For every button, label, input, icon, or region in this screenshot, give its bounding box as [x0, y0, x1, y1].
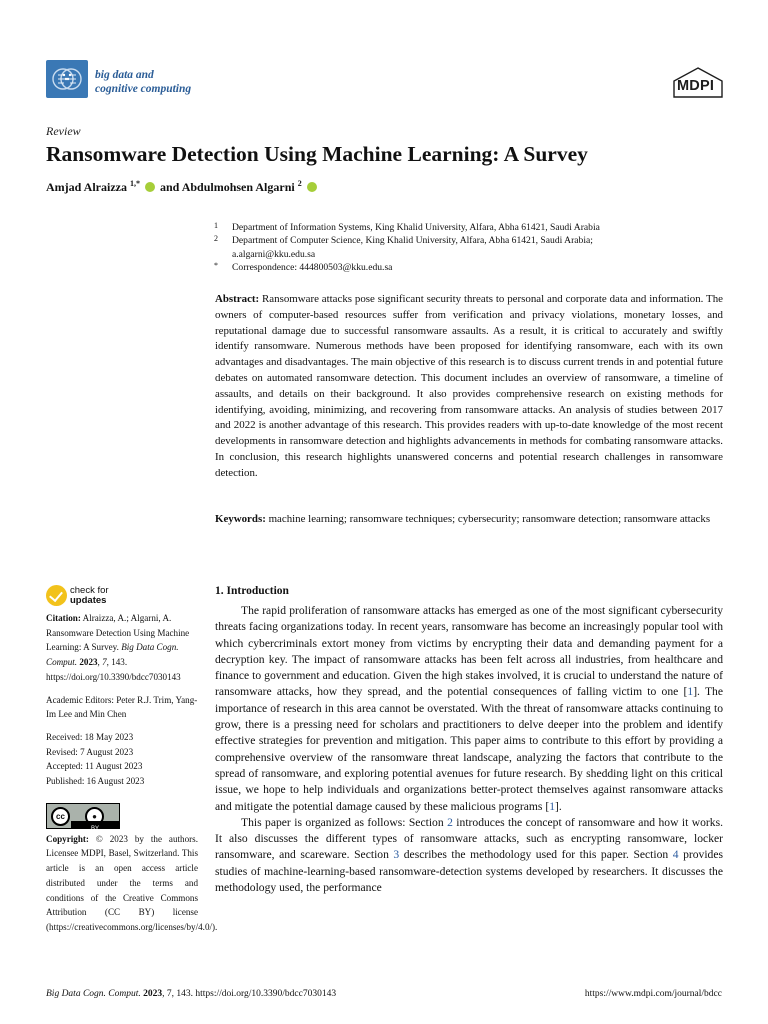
paragraph-text: introduces the concept of ransomware and how it works. It also discusses the different types of ransomware attacks, such as encrypting ransomware, locker ransomware, and scareware. Section	[215, 815, 723, 862]
paragraph-text: This paper is organized as follows: Section	[241, 815, 448, 829]
citation-text: Alraizza, A.; Algarni, A. Ransomware Detection Using Machine Learning: A Survey.	[46, 613, 190, 653]
footer-journal: Big Data Cogn. Comput.	[46, 989, 141, 999]
copyright-text: © 2023 by the authors. Licensee MDPI, Basel, Switzerland. This article is an open access article distributed under the terms and conditions of the Creative Commons Attribution (CC BY) license (https://creativecommons.org/licenses/by/4.0/).	[46, 833, 218, 932]
cc-by-license-badge[interactable]	[46, 803, 120, 829]
paragraph-text: describes the methodology used for this paper. Section	[399, 848, 673, 862]
section-link[interactable]: 2	[447, 815, 453, 829]
paragraph-text: The rapid proliferation of ransomware attacks has emerged as one of the most significant cybersecurity threats facing organizations today. In recent years, ransomware has become an increasingly popular tool with which cybercriminals extort money from victims by encrypting their data and demanding payment for a decryption key. The impact of ransomware attacks has been felt across all industries, from healthcare and finance to government and education. Given the high stakes involved, it is crucial to understand the nature of ransomware attacks, how they spread, and the potential consequences of falling victim to one [	[215, 604, 723, 699]
date-received: Received: 18 May 2023	[46, 731, 134, 742]
section-link[interactable]: 3	[393, 848, 400, 862]
page-header	[46, 60, 726, 100]
author-affiliation-mark: 2	[297, 179, 302, 188]
page-title: Ransomware Detection Using Machine Learning: A Survey	[46, 142, 588, 166]
date-published: Published: 16 August 2023	[46, 776, 145, 787]
paragraph-text: ].	[554, 799, 562, 813]
checkmark-icon	[46, 585, 67, 606]
reference-link[interactable]: 1	[549, 799, 555, 813]
affiliation-text: Department of Information Systems, King Khalid University, Alfara, Abha 61421, Saudi Arabia	[232, 222, 600, 233]
date-revised: Revised: 7 August 2023	[46, 746, 134, 757]
affiliation-text: Department of Computer Science, King Khalid University, Alfara, Abha 61421, Saudi Arabia;	[232, 235, 593, 247]
journal-name-line1: big data and	[95, 69, 154, 81]
introduction-body	[215, 603, 723, 896]
affiliation-row	[214, 221, 724, 234]
author-name[interactable]: Abdulmohsen Algarni	[181, 180, 295, 194]
orcid-icon[interactable]	[307, 182, 317, 192]
brain-circuit-icon	[46, 60, 88, 98]
abstract	[215, 292, 723, 482]
author-join: and	[159, 180, 180, 194]
affiliation-mark: 2	[214, 234, 218, 244]
affiliation-row	[214, 261, 724, 274]
citation-doi-link[interactable]: https://doi.org/10.3390/bdcc7030143	[46, 671, 181, 682]
footer-doi[interactable]: , 7, 143. https://doi.org/10.3390/bdcc7030143	[162, 989, 337, 999]
journal-name	[95, 68, 191, 96]
affiliation-row	[214, 234, 724, 247]
correspondence-text[interactable]: Correspondence: 444800503@kku.edu.sa	[232, 261, 393, 273]
citation-journal: Big Data Cogn. Comput.	[46, 642, 179, 668]
copyright-label: Copyright:	[46, 833, 89, 844]
footer-citation	[46, 989, 336, 999]
journal-name-line2: cognitive computing	[95, 83, 192, 95]
abstract-label: Abstract:	[215, 293, 260, 305]
footer-journal-url[interactable]: https://www.mdpi.com/journal/bdcc	[584, 989, 722, 999]
citation-volume: 7	[102, 657, 107, 668]
sidebar	[46, 585, 218, 935]
paragraph	[215, 603, 723, 815]
check-updates-text	[70, 586, 109, 606]
person-icon: ●	[85, 807, 104, 826]
abstract-text: Ransomware attacks pose significant security threats to personal and corporate data and information. The owners of computer-based resources suffer from verification and privacy violations, monetary losses, and reputational damage due to successful ransomware assaults. As a result, it is critical to accurately and swiftly identify ransomware. Numerous methods have been proposed for identifying ransomware, each with its own advantages and disadvantages. The main objective of this research is to discuss current trends in and potential future debates on automated ransomware detection. This document includes an overview of ransomware, a timeline of assaults, and details on their background. It also provides comprehensive research on existing methods for identifying, avoiding, minimizing, and recovering from ransomware attacks. An analysis of studies between 2017 and 2022 is another advantage of this research. This provides readers with up-to-date knowledge of the most recent developments in ransomware detection and highlights advancements in methods for combating ransomware attacks. In conclusion, this research highlights unanswered concerns and potential research challenges in ransomware detection.	[215, 293, 723, 479]
orcid-icon[interactable]	[145, 182, 155, 192]
reference-link[interactable]: 1	[687, 685, 694, 699]
date-accepted: Accepted: 11 August 2023	[46, 761, 143, 772]
keywords-label: Keywords:	[215, 513, 266, 525]
affiliations	[214, 221, 724, 274]
paragraph-text: provides studies of machine-learning-based ransomware-detection systems developed by researchers. It discusses the methodology used, the performance	[215, 848, 724, 895]
by-label-text: BY	[90, 825, 100, 831]
footer-year: 2023	[143, 989, 163, 999]
author-list	[46, 179, 319, 195]
article-type: Review	[46, 124, 81, 138]
citation: Citation: Alraizza, A.; Algarni, A. Ransomware Detection Using Machine Learning: A Survey. Big Data Cogn. Comput. 2023, 7, 143. https://doi.org/10.3390/bdcc7030143	[46, 613, 190, 682]
check-updates-line1: check for	[70, 585, 109, 596]
affiliation-mark: *	[214, 260, 218, 270]
affiliation-row	[214, 248, 724, 261]
by-label	[71, 821, 119, 831]
paragraph	[215, 815, 723, 896]
author-affiliation-mark: 1,*	[129, 179, 140, 188]
paragraph-text: ]. The importance of research in this area cannot be overstated. With the threat of ransomware attacks continuing to grow, there is a pressing need for scholars and practitioners to delve deeper into the problem and identify effective strategies for prevention and mitigation. This paper aims to contribute to this effort by providing a comprehensive overview of the ransomware threat landscape, analyzing the factors that contribute to the spread of ransomware, and exploring potential avenues for future research. By shedding light on this critical issue, we hope to help individuals and organizations better-protect themselves against ransomware attacks and mitigate the potential damage caused by these malicious programs [	[215, 685, 723, 813]
citation-label: Citation:	[46, 613, 81, 623]
mdpi-logo	[672, 67, 724, 101]
keywords	[215, 512, 723, 528]
citation-pages: , 143.	[106, 657, 128, 668]
check-for-updates-button[interactable]	[46, 585, 198, 609]
section-heading: 1. Introduction	[215, 585, 289, 597]
keywords-text: machine learning; ransomware techniques; cybersecurity; ransomware detection; ransomware attacks	[268, 513, 711, 525]
cc-icon: cc	[51, 807, 70, 826]
mdpi-logo-text: MDPI	[677, 78, 715, 94]
affiliation-email[interactable]: a.algarni@kku.edu.sa	[232, 248, 316, 260]
academic-editors: Academic Editors: Peter R.J. Trim, Yang-Im Lee and Min Chen	[46, 694, 198, 720]
section-link[interactable]: 4	[672, 848, 679, 862]
publication-dates	[46, 730, 198, 789]
copyright	[46, 832, 218, 935]
author-name[interactable]: Amjad Alraizza	[46, 180, 127, 194]
check-updates-line2: updates	[70, 595, 107, 606]
affiliation-mark: 1	[214, 221, 218, 230]
citation-year: 2023	[79, 657, 98, 668]
